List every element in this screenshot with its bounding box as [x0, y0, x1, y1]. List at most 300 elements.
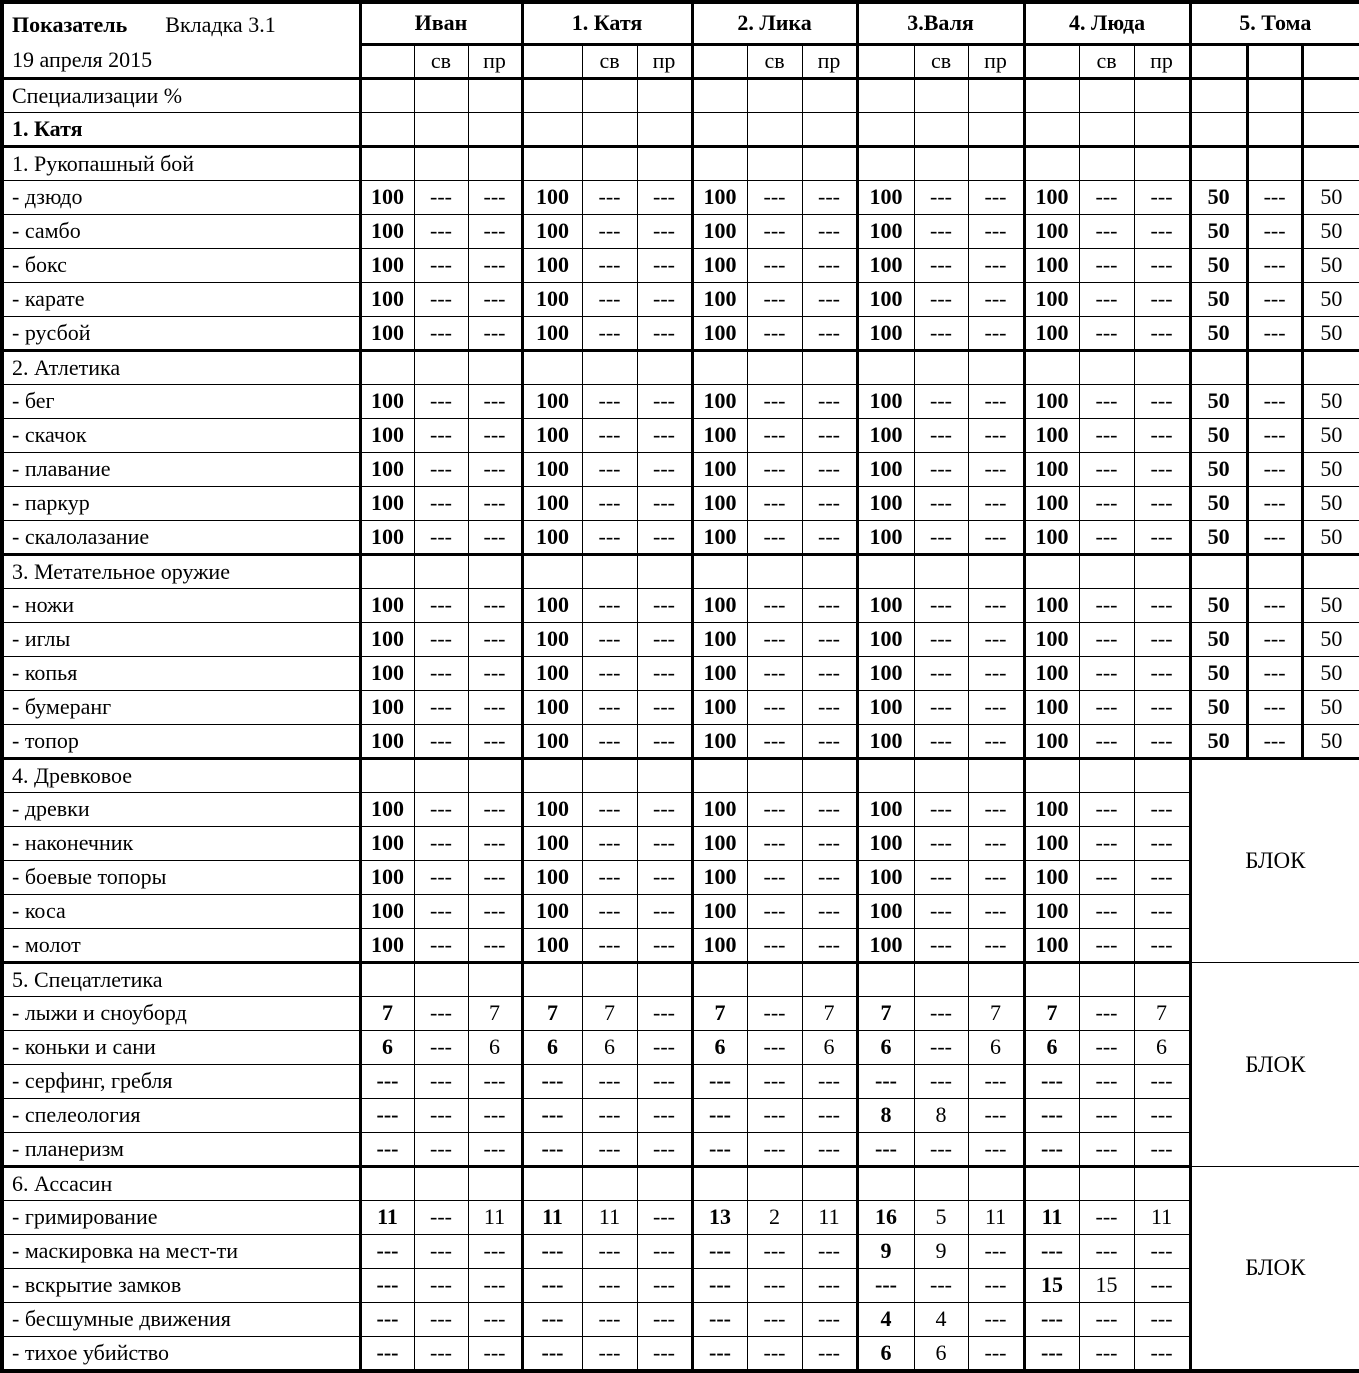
value-cell: 100: [1024, 589, 1079, 623]
value-cell: [414, 113, 468, 147]
value-cell: ---: [914, 623, 968, 657]
value-cell: ---: [802, 1065, 857, 1099]
value-cell: ---: [968, 725, 1024, 759]
value-cell: ---: [968, 895, 1024, 929]
value-cell: ---: [468, 1133, 522, 1167]
value-cell: ---: [914, 317, 968, 351]
value-cell: ---: [1247, 487, 1302, 521]
row-label: - копья: [2, 657, 360, 691]
value-cell: 100: [522, 317, 582, 351]
value-cell: ---: [582, 793, 637, 827]
value-cell: [857, 1167, 914, 1201]
value-cell: 50: [1190, 487, 1247, 521]
value-cell: ---: [1134, 691, 1190, 725]
value-cell: ---: [468, 521, 522, 555]
value-cell: ---: [637, 929, 692, 963]
value-cell: 100: [692, 521, 747, 555]
value-cell: ---: [747, 1235, 802, 1269]
value-cell: ---: [414, 487, 468, 521]
subcol-main: [1024, 44, 1079, 78]
value-cell: ---: [468, 487, 522, 521]
value-cell: ---: [914, 793, 968, 827]
person-header-ivan: Иван: [360, 2, 522, 44]
value-cell: [802, 79, 857, 113]
value-cell: ---: [914, 1269, 968, 1303]
value-cell: ---: [1079, 895, 1134, 929]
value-cell: ---: [747, 589, 802, 623]
value-cell: [692, 555, 747, 589]
value-cell: ---: [747, 929, 802, 963]
value-cell: [1024, 555, 1079, 589]
value-cell: [857, 147, 914, 181]
value-cell: 100: [522, 521, 582, 555]
value-cell: [692, 79, 747, 113]
table-row: [2, 929, 1359, 963]
value-cell: 7: [522, 997, 582, 1031]
value-cell: [1024, 759, 1079, 793]
value-cell: ---: [1079, 215, 1134, 249]
value-cell: ---: [582, 827, 637, 861]
table-row: [2, 1167, 1359, 1201]
value-cell: [414, 555, 468, 589]
value-cell: ---: [637, 1099, 692, 1133]
value-cell: ---: [1247, 691, 1302, 725]
value-cell: 50: [1190, 385, 1247, 419]
value-cell: ---: [747, 215, 802, 249]
value-cell: [968, 963, 1024, 997]
value-cell: 100: [857, 453, 914, 487]
value-cell: 50: [1302, 623, 1359, 657]
value-cell: ---: [1134, 1337, 1190, 1371]
row-label: - маскировка на мест-ти: [2, 1235, 360, 1269]
value-cell: ---: [802, 1133, 857, 1167]
value-cell: [1079, 759, 1134, 793]
value-cell: ---: [1247, 589, 1302, 623]
value-cell: [637, 351, 692, 385]
value-cell: 13: [692, 1201, 747, 1235]
value-cell: 6: [1024, 1031, 1079, 1065]
value-cell: [522, 759, 582, 793]
value-cell: ---: [747, 181, 802, 215]
value-cell: 50: [1302, 419, 1359, 453]
value-cell: ---: [522, 1235, 582, 1269]
value-cell: ---: [414, 215, 468, 249]
row-label: - планеризм: [2, 1133, 360, 1167]
value-cell: [1134, 351, 1190, 385]
value-cell: ---: [637, 895, 692, 929]
value-cell: 100: [1024, 487, 1079, 521]
value-cell: ---: [1134, 1235, 1190, 1269]
value-cell: ---: [637, 1133, 692, 1167]
value-cell: ---: [637, 283, 692, 317]
value-cell: [1024, 79, 1079, 113]
subcol-pr: пр: [1134, 44, 1190, 78]
value-cell: ---: [414, 1099, 468, 1133]
value-cell: [1079, 351, 1134, 385]
value-cell: 100: [360, 725, 414, 759]
value-cell: 100: [522, 793, 582, 827]
value-cell: 100: [1024, 623, 1079, 657]
value-cell: [857, 113, 914, 147]
value-cell: ---: [747, 453, 802, 487]
value-cell: 100: [857, 929, 914, 963]
value-cell: ---: [637, 793, 692, 827]
value-cell: 100: [857, 691, 914, 725]
value-cell: 100: [692, 589, 747, 623]
value-cell: ---: [468, 657, 522, 691]
value-cell: ---: [1079, 453, 1134, 487]
row-label: 1. Рукопашный бой: [2, 147, 360, 181]
value-cell: ---: [747, 1065, 802, 1099]
subcol-pr: пр: [637, 44, 692, 78]
value-cell: ---: [802, 181, 857, 215]
row-label: - молот: [2, 929, 360, 963]
value-cell: ---: [968, 215, 1024, 249]
value-cell: ---: [637, 215, 692, 249]
table-row: [2, 1303, 1359, 1337]
value-cell: 7: [802, 997, 857, 1031]
value-cell: 8: [857, 1099, 914, 1133]
value-cell: 100: [360, 929, 414, 963]
value-cell: 2: [747, 1201, 802, 1235]
value-cell: ---: [1079, 1235, 1134, 1269]
value-cell: [468, 79, 522, 113]
value-cell: 100: [360, 181, 414, 215]
value-cell: ---: [692, 1269, 747, 1303]
value-cell: [747, 113, 802, 147]
table-row: [2, 1031, 1359, 1065]
table-row: [2, 521, 1359, 555]
value-cell: 100: [522, 657, 582, 691]
value-cell: ---: [802, 827, 857, 861]
value-cell: ---: [968, 793, 1024, 827]
value-cell: [1024, 113, 1079, 147]
value-cell: ---: [637, 827, 692, 861]
value-cell: ---: [968, 589, 1024, 623]
value-cell: [582, 147, 637, 181]
table-row: [2, 351, 1359, 385]
value-cell: [857, 555, 914, 589]
value-cell: [1024, 963, 1079, 997]
value-cell: 16: [857, 1201, 914, 1235]
row-label: - бег: [2, 385, 360, 419]
value-cell: ---: [747, 657, 802, 691]
value-cell: ---: [747, 997, 802, 1031]
value-cell: 11: [468, 1201, 522, 1235]
subcol-sv: св: [414, 44, 468, 78]
value-cell: ---: [582, 1303, 637, 1337]
value-cell: ---: [637, 997, 692, 1031]
value-cell: ---: [1247, 181, 1302, 215]
value-cell: [1079, 963, 1134, 997]
value-cell: ---: [914, 861, 968, 895]
value-cell: 11: [1134, 1201, 1190, 1235]
value-cell: 100: [857, 249, 914, 283]
value-cell: 6: [522, 1031, 582, 1065]
value-cell: ---: [1079, 1337, 1134, 1371]
value-cell: ---: [1247, 623, 1302, 657]
value-cell: ---: [747, 385, 802, 419]
value-cell: ---: [1134, 827, 1190, 861]
value-cell: 7: [1024, 997, 1079, 1031]
value-cell: 6: [914, 1337, 968, 1371]
value-cell: ---: [414, 385, 468, 419]
value-cell: [1134, 79, 1190, 113]
value-cell: ---: [1079, 249, 1134, 283]
value-cell: ---: [414, 827, 468, 861]
value-cell: ---: [468, 725, 522, 759]
value-cell: ---: [1134, 385, 1190, 419]
row-label: - русбой: [2, 317, 360, 351]
value-cell: 50: [1302, 283, 1359, 317]
value-cell: 100: [692, 487, 747, 521]
value-cell: 100: [1024, 215, 1079, 249]
value-cell: [522, 963, 582, 997]
value-cell: [1079, 147, 1134, 181]
value-cell: [1247, 351, 1302, 385]
value-cell: ---: [360, 1065, 414, 1099]
value-cell: 50: [1302, 521, 1359, 555]
value-cell: ---: [637, 691, 692, 725]
value-cell: 100: [522, 691, 582, 725]
value-cell: 100: [692, 657, 747, 691]
value-cell: 100: [1024, 929, 1079, 963]
value-cell: ---: [468, 453, 522, 487]
value-cell: [637, 555, 692, 589]
row-label: 3. Метательное оружие: [2, 555, 360, 589]
value-cell: [360, 351, 414, 385]
value-cell: [414, 147, 468, 181]
value-cell: [1247, 555, 1302, 589]
value-cell: 100: [360, 861, 414, 895]
value-cell: [360, 759, 414, 793]
value-cell: ---: [582, 861, 637, 895]
value-cell: ---: [914, 895, 968, 929]
value-cell: 100: [1024, 725, 1079, 759]
value-cell: ---: [360, 1303, 414, 1337]
value-cell: 100: [360, 249, 414, 283]
value-cell: [1079, 113, 1134, 147]
value-cell: ---: [1134, 623, 1190, 657]
value-cell: ---: [1079, 929, 1134, 963]
value-cell: 100: [360, 895, 414, 929]
value-cell: ---: [582, 895, 637, 929]
value-cell: ---: [1247, 385, 1302, 419]
subcol-pr-empty: [1302, 44, 1359, 78]
value-cell: [692, 113, 747, 147]
value-cell: ---: [1134, 895, 1190, 929]
value-cell: ---: [637, 453, 692, 487]
value-cell: 50: [1302, 487, 1359, 521]
subcol-pr: пр: [802, 44, 857, 78]
value-cell: [1134, 113, 1190, 147]
value-cell: 100: [692, 691, 747, 725]
value-cell: 100: [857, 793, 914, 827]
table-row: [2, 657, 1359, 691]
value-cell: [414, 1167, 468, 1201]
row-label: - плавание: [2, 453, 360, 487]
header-row-names: [2, 2, 1359, 44]
value-cell: 100: [1024, 181, 1079, 215]
value-cell: ---: [468, 623, 522, 657]
value-cell: ---: [468, 793, 522, 827]
value-cell: ---: [747, 1099, 802, 1133]
value-cell: ---: [747, 419, 802, 453]
value-cell: 100: [1024, 691, 1079, 725]
value-cell: ---: [1079, 997, 1134, 1031]
value-cell: [360, 555, 414, 589]
value-cell: ---: [637, 487, 692, 521]
value-cell: ---: [637, 249, 692, 283]
value-cell: [1134, 555, 1190, 589]
value-cell: ---: [414, 521, 468, 555]
row-label: - паркур: [2, 487, 360, 521]
value-cell: ---: [1079, 317, 1134, 351]
value-cell: 100: [522, 929, 582, 963]
value-cell: ---: [692, 1099, 747, 1133]
value-cell: [1302, 351, 1359, 385]
value-cell: 50: [1190, 249, 1247, 283]
value-cell: 100: [522, 487, 582, 521]
value-cell: 11: [802, 1201, 857, 1235]
value-cell: [747, 1167, 802, 1201]
value-cell: ---: [582, 1099, 637, 1133]
value-cell: ---: [1079, 589, 1134, 623]
value-cell: ---: [747, 521, 802, 555]
value-cell: ---: [468, 215, 522, 249]
value-cell: [637, 147, 692, 181]
value-cell: ---: [637, 1269, 692, 1303]
value-cell: ---: [857, 1269, 914, 1303]
value-cell: [1134, 147, 1190, 181]
value-cell: [468, 351, 522, 385]
value-cell: ---: [637, 385, 692, 419]
value-cell: [802, 147, 857, 181]
value-cell: [802, 555, 857, 589]
value-cell: [582, 351, 637, 385]
value-cell: ---: [1079, 419, 1134, 453]
value-cell: ---: [582, 691, 637, 725]
table-row: [2, 487, 1359, 521]
value-cell: [468, 147, 522, 181]
value-cell: 50: [1190, 623, 1247, 657]
value-cell: [637, 759, 692, 793]
row-label: - скалолазание: [2, 521, 360, 555]
value-cell: ---: [914, 997, 968, 1031]
row-label: - коньки и сани: [2, 1031, 360, 1065]
subcol-sv: св: [582, 44, 637, 78]
value-cell: 100: [1024, 521, 1079, 555]
value-cell: 100: [857, 521, 914, 555]
table-row: [2, 79, 1359, 113]
value-cell: [414, 79, 468, 113]
value-cell: [582, 113, 637, 147]
value-cell: ---: [968, 691, 1024, 725]
value-cell: [747, 147, 802, 181]
value-cell: ---: [802, 725, 857, 759]
value-cell: ---: [468, 895, 522, 929]
value-cell: ---: [1134, 521, 1190, 555]
row-label: - гримирование: [2, 1201, 360, 1235]
value-cell: 100: [1024, 249, 1079, 283]
value-cell: ---: [747, 861, 802, 895]
person-header-katya: 1. Катя: [522, 2, 692, 44]
row-label: - бокс: [2, 249, 360, 283]
value-cell: ---: [414, 1031, 468, 1065]
table-row: [2, 827, 1359, 861]
subcol-main: [857, 44, 914, 78]
value-cell: ---: [1079, 1133, 1134, 1167]
value-cell: [747, 963, 802, 997]
value-cell: 100: [360, 623, 414, 657]
value-cell: [360, 963, 414, 997]
value-cell: [522, 1167, 582, 1201]
value-cell: [1024, 147, 1079, 181]
value-cell: ---: [802, 1303, 857, 1337]
value-cell: ---: [637, 725, 692, 759]
value-cell: ---: [468, 1099, 522, 1133]
value-cell: [914, 963, 968, 997]
value-cell: 100: [692, 929, 747, 963]
value-cell: ---: [802, 1337, 857, 1371]
value-cell: 11: [360, 1201, 414, 1235]
table-row: [2, 691, 1359, 725]
value-cell: [802, 1167, 857, 1201]
value-cell: 100: [522, 623, 582, 657]
value-cell: 100: [360, 793, 414, 827]
value-cell: 100: [522, 861, 582, 895]
value-cell: 6: [692, 1031, 747, 1065]
value-cell: 4: [914, 1303, 968, 1337]
value-cell: ---: [802, 385, 857, 419]
subcol-sv-empty: [1247, 44, 1302, 78]
value-cell: ---: [1134, 453, 1190, 487]
value-cell: ---: [747, 283, 802, 317]
value-cell: [1134, 963, 1190, 997]
value-cell: ---: [802, 589, 857, 623]
block-cell: БЛОК: [1190, 1167, 1359, 1371]
value-cell: ---: [582, 657, 637, 691]
value-cell: ---: [637, 1201, 692, 1235]
value-cell: [1302, 79, 1359, 113]
value-cell: [857, 963, 914, 997]
value-cell: ---: [968, 419, 1024, 453]
value-cell: ---: [914, 589, 968, 623]
value-cell: [468, 1167, 522, 1201]
value-cell: 100: [857, 215, 914, 249]
table-row: [2, 759, 1359, 793]
table-row: [2, 725, 1359, 759]
value-cell: [968, 113, 1024, 147]
row-label: Специализации %: [2, 79, 360, 113]
value-cell: 7: [360, 997, 414, 1031]
value-cell: 100: [360, 385, 414, 419]
value-cell: 100: [692, 895, 747, 929]
value-cell: ---: [857, 1065, 914, 1099]
value-cell: [582, 1167, 637, 1201]
value-cell: ---: [968, 1235, 1024, 1269]
value-cell: 100: [360, 453, 414, 487]
table-row: [2, 147, 1359, 181]
value-cell: 50: [1302, 691, 1359, 725]
value-cell: 100: [692, 793, 747, 827]
value-cell: ---: [968, 181, 1024, 215]
value-cell: ---: [747, 1031, 802, 1065]
value-cell: ---: [1024, 1065, 1079, 1099]
value-cell: ---: [802, 249, 857, 283]
value-cell: [1247, 113, 1302, 147]
value-cell: ---: [468, 827, 522, 861]
